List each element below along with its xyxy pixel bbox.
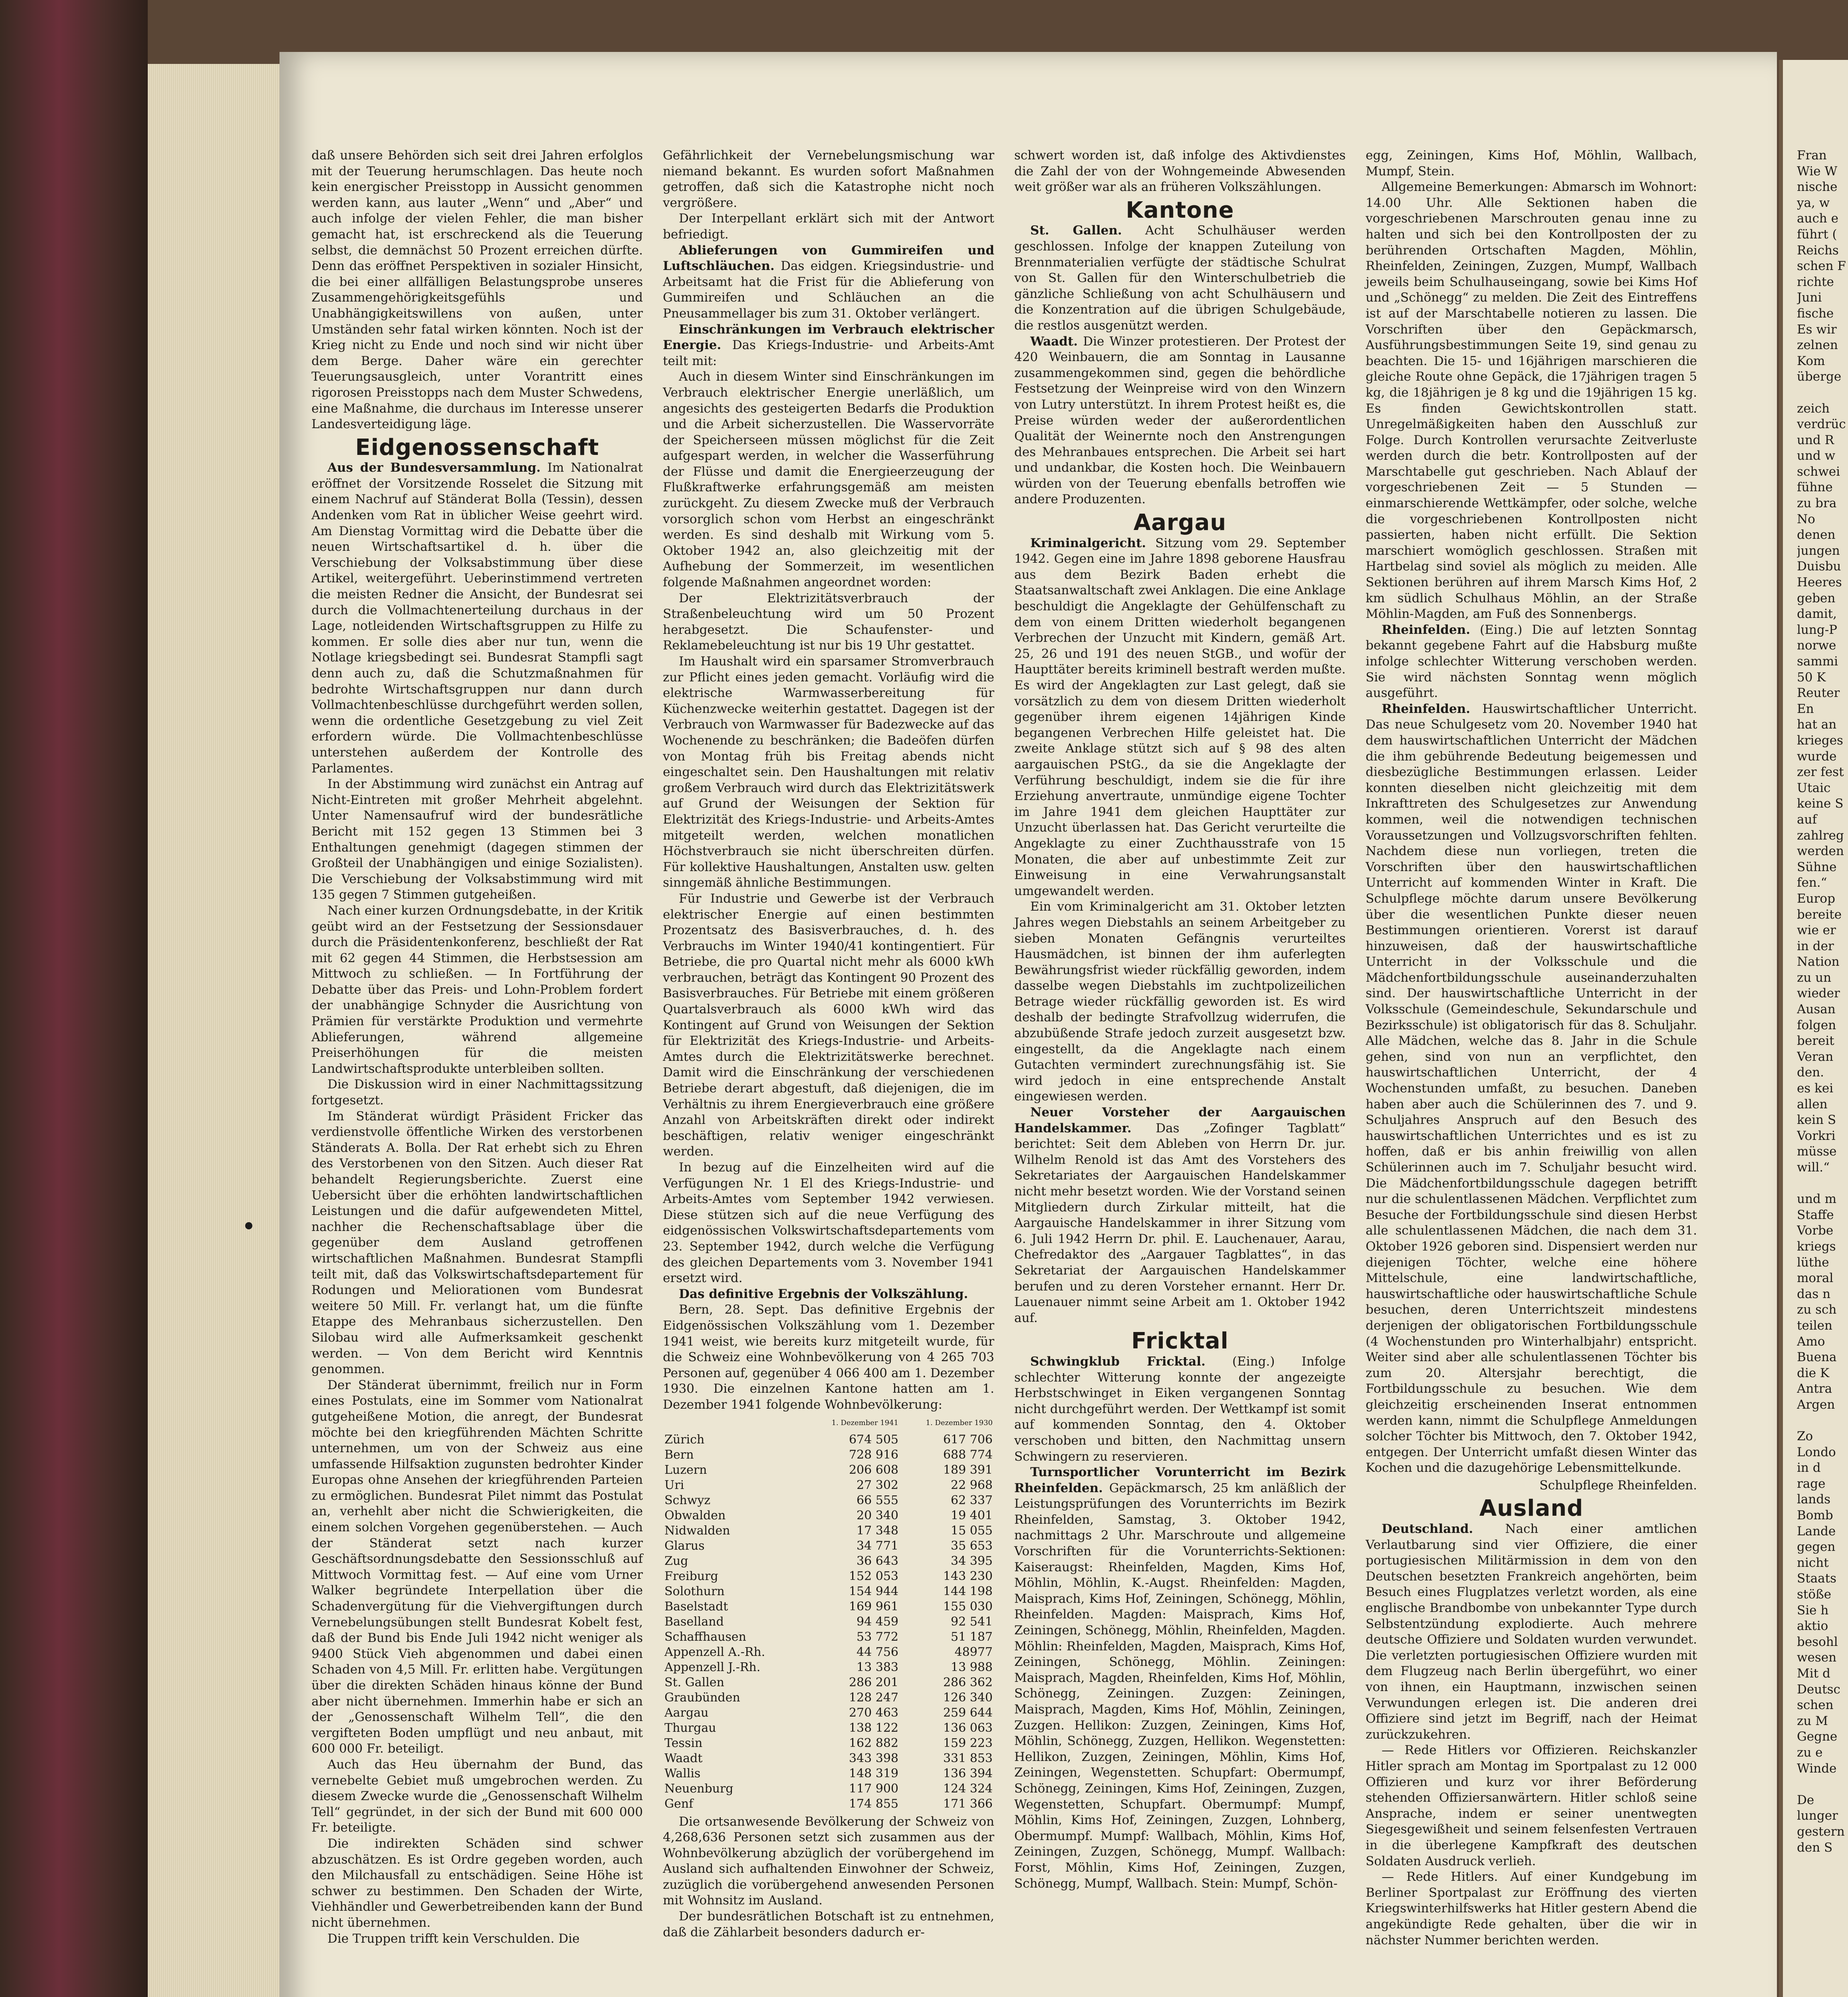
canton-name-cell: Baselstadt	[664, 1599, 728, 1614]
article-text	[663, 1286, 994, 1302]
fragment-line: werden	[1797, 844, 1844, 859]
population-cell: 728 916	[849, 1447, 899, 1462]
fragment-line: zeich	[1797, 401, 1830, 416]
canton-name-cell: Zug	[664, 1554, 688, 1568]
article-subhead: Schwingklub Fricktal.	[1030, 1354, 1206, 1369]
table-row	[663, 1630, 994, 1645]
population-cell: 62 337	[951, 1493, 993, 1507]
table-row	[663, 1797, 994, 1812]
fragment-line: Sie h	[1797, 1603, 1829, 1618]
population-cell: 286 362	[943, 1675, 993, 1689]
fragment-line	[1797, 385, 1848, 401]
article-signature: Schulpflege Rheinfelden.	[1539, 1478, 1697, 1493]
table-row	[663, 1599, 994, 1614]
article-text: Auch das Heu übernahm der Bund, das vernebelte Gebiet muß umgebrochen werden. Zu diesem Zwecke wurde die „Genossenschaft Wilhelm Tell“ gegründet, in der sich der Bund mit 600 000 Fr. beteiligte.	[311, 1757, 643, 1835]
fragment-line: No	[1797, 512, 1815, 526]
table-row	[663, 1705, 994, 1721]
section-headline-fricktal: Fricktal	[1131, 1328, 1229, 1354]
fragment-line: schen F	[1797, 259, 1846, 274]
fragment-line: wesen	[1797, 1650, 1837, 1665]
article-subhead: Rheinfelden.	[1382, 622, 1470, 637]
fragment-line: wieder	[1797, 986, 1840, 1001]
article-text: In bezug auf die Einzelheiten wird auf die Verfügungen Nr. 1 El des Kriegs-Industrie- und Arbeits-Amtes vom September 1942 verwiesen. Diese stützen sich auf die neue Verfügung des eidgenössischen Volkswirtschaftsdepartements vom 23. September 1942, durch welche die Verfügung des gleichen Departements vom 3. November 1941 ersetzt wird.	[663, 1160, 994, 1286]
population-cell: 34 771	[857, 1538, 899, 1553]
fragment-line: nicht	[1797, 1555, 1829, 1570]
fragment-line: moral	[1797, 1271, 1834, 1286]
fragment-line: bereit	[1797, 1034, 1834, 1048]
canton-name-cell: Appenzell A.-Rh.	[664, 1645, 765, 1659]
fragment-line: Juni	[1797, 290, 1822, 305]
fragment-line: Argen	[1797, 1397, 1835, 1412]
fragment-line: zer fest	[1797, 765, 1844, 780]
book-binding	[0, 0, 148, 1997]
article-text: Auch in diesem Winter sind Einschränkungen im Verbrauch elektrischer Energie unerläßlich, um angesichts des gesteigerten Bedarfs die Produktion und die Arbeit sicherzustellen. Die Wasservorräte der Speicherseen müssen möglichst für die Zeit aufgespart werden, in welcher die Wasserführung der Flüsse und damit die Energieerzeugung der Flußkraftwerke erfahrungsgemäß am meisten zurückgeht. Zu diesem Zwecke muß der Verbrauch vorsorglich schon vom Herbst an eingeschränkt werden. Es sind deshalb mit Wirkung vom 5. Oktober 1942 an, also gleichzeitig mit der Aufhebung der Sommerzeit, im wesentlichen folgende Maßnahmen angeordnet worden:	[663, 369, 994, 590]
fragment-line: will.“	[1797, 1160, 1830, 1175]
article-text: Nach einer kurzen Ordnungsdebatte, in der Kritik geübt wird an der Festsetzung der Sessionsdauer durch die Präsidentenkonferenz, beschließt der Rat mit 62 gegen 44 Stimmen, die Herbstsession am Mittwoch zu schließen. — In Fortführung der Debatte über das Preis- und Lohn-Problem fordert der unabhängige Schnyder die Ausrichtung von Prämien für verstärkte Produktion und vermehrte Ablieferungen, während allgemeine Preiserhöhungen für die meisten Landwirtschaftsprodukte unterbleiben sollten.	[311, 903, 643, 1076]
article-text: Ein vom Kriminalgericht am 31. Oktober letzten Jahres wegen Diebstahls an seinem Arbeitgeber zu sieben Monaten Gefängnis verurteiltes Hausmädchen, ist binnen der ihm auferlegten Bewährungsfrist wieder rückfällig geworden, indem dasselbe wegen Diebstahls im zuchtpolizeilichen Betrage wieder rückfällig geworden ist. Es wird deshalb der bedingte Strafvollzug widerrufen, die abzubüßende Strafe jedoch zurzeit ausgesetzt bzw. eingestellt, da die Angeklagte nach einem Gutachten vermindert zurechnungsfähig ist. Sie wird jedoch in eine entsprechende Anstalt eingewiesen werden.	[1014, 899, 1346, 1104]
fragment-line: bereite	[1797, 907, 1842, 922]
table-row	[663, 1660, 994, 1675]
fragment-line: Sühne	[1797, 860, 1837, 874]
article-subhead: Aus der Bundesversammlung.	[327, 461, 541, 475]
population-cell: 13 383	[857, 1660, 899, 1674]
population-cell: 148 319	[849, 1766, 899, 1781]
population-cell: 343 398	[849, 1751, 899, 1765]
population-cell: 53 772	[857, 1630, 899, 1644]
fragment-line: den.	[1797, 1065, 1824, 1080]
section-headline-kantone: Kantone	[1126, 197, 1234, 223]
article-text: Die ortsanwesende Bevölkerung der Schweiz von 4,268,636 Personen setzt sich zusammen aus der Wohnbevölkerung abzüglich der vorübergehend im Ausland sich aufhaltenden Einwohner der Schweiz, zuzüglich die vorübergehend anwesenden Personen mit Wohnsitz im Ausland.	[663, 1814, 994, 1908]
table-row	[663, 1675, 994, 1690]
population-cell: 34 395	[951, 1554, 993, 1568]
article-subhead: Kriminalgericht.	[1030, 536, 1146, 550]
population-cell: 94 459	[857, 1614, 899, 1629]
population-cell: 35 653	[951, 1538, 993, 1553]
population-cell: 15 055	[951, 1523, 993, 1538]
fragment-line: überge	[1797, 369, 1842, 384]
article-text: Gefährlichkeit der Vernebelungsmischung war niemand bekannt. Es wurden sofort Maßnahmen getroffen, daß sich die Katastrophe nicht noch vergrößere.	[663, 148, 994, 210]
canton-name-cell: St. Gallen	[664, 1675, 724, 1689]
population-cell: 174 855	[849, 1797, 899, 1811]
article-text: egg, Zeiningen, Kims Hof, Möhlin, Wallbach, Mumpf, Stein.	[1366, 148, 1697, 179]
article-text: St. Gallen. Acht Schulhäuser werden geschlossen. Infolge der knappen Zuteilung von Brennmaterialien verfügte der städtische Schulrat von St. Gallen für den Winterschulbetrieb die gänzliche Schließung von acht Schulhäusern und die Konzentration auf die übrigen Schulgebäude, die restlos ausgenützt werden.	[1014, 223, 1346, 333]
fragment-line: Buena	[1797, 1350, 1837, 1365]
canton-name-cell: Waadt	[664, 1751, 703, 1765]
fragment-line: gegen	[1797, 1540, 1836, 1554]
fragment-line: Winde	[1797, 1761, 1837, 1776]
article-text: Die Truppen trifft kein Verschulden. Die	[327, 1931, 580, 1946]
article-subhead: Waadt.	[1030, 334, 1078, 349]
fragment-line: norwe	[1797, 638, 1836, 653]
canton-name-cell: Schaffhausen	[664, 1630, 746, 1644]
article-subhead: Rheinfelden.	[1382, 701, 1470, 716]
table-row	[663, 1781, 994, 1797]
population-cell: 19 401	[951, 1508, 993, 1523]
fragment-line: Mit d	[1797, 1666, 1830, 1681]
fragment-line: Nation	[1797, 955, 1840, 969]
population-cell: 154 944	[849, 1584, 899, 1598]
population-cell: 171 366	[943, 1797, 993, 1811]
population-cell: 159 223	[943, 1736, 993, 1750]
population-cell: 126 340	[943, 1690, 993, 1705]
fragment-line	[1797, 1413, 1848, 1429]
fragment-line: Ausan	[1797, 1002, 1836, 1017]
article-subhead: St. Gallen.	[1030, 223, 1122, 238]
fragment-line: zu sch	[1797, 1302, 1837, 1317]
canton-name-cell: Genf	[664, 1797, 694, 1811]
population-cell: 152 053	[849, 1569, 899, 1583]
fragment-line: Vorkri	[1797, 1128, 1836, 1143]
canton-name-cell: Zürich	[664, 1432, 705, 1447]
population-cell: 22 968	[951, 1478, 993, 1492]
population-cell: 66 555	[857, 1493, 899, 1507]
fragment-line: Reuter	[1797, 686, 1840, 701]
fragment-line: wurde	[1797, 749, 1837, 764]
population-cell: 117 900	[849, 1781, 899, 1796]
canton-name-cell: Graubünden	[664, 1690, 740, 1705]
population-cell: 124 324	[943, 1781, 993, 1796]
population-cell: 44 756	[857, 1645, 899, 1659]
fragment-line: die K	[1797, 1366, 1830, 1380]
canton-name-cell: Neuenburg	[664, 1781, 734, 1796]
table-row	[663, 1463, 994, 1478]
fragment-line: geben	[1797, 591, 1836, 605]
population-cell: 36 643	[857, 1554, 899, 1568]
binding-hole	[245, 1222, 252, 1229]
column-3	[1014, 148, 1346, 1892]
population-cell: 162 882	[849, 1736, 899, 1750]
canton-name-cell: Nidwalden	[664, 1523, 730, 1538]
fragment-line: Londo	[1797, 1445, 1836, 1459]
fragment-line: schen	[1797, 1698, 1834, 1713]
fragment-line: Europ	[1797, 891, 1835, 906]
table-body	[663, 1432, 994, 1812]
article-text: Schwingklub Fricktal. (Eing.) Infolge schlechter Witterung konnte der angezeigte Herbstschwinget in Eiken vergangenen Sonntag nicht durchgeführt werden. Der Wettkampf ist somit auf kommenden Sonntag, den 4. Oktober verschoben und bitten, den Nachmittag unsern Schwingern zu reservieren.	[1014, 1354, 1346, 1464]
fragment-line: zu M	[1797, 1713, 1828, 1728]
canton-name-cell: Obwalden	[664, 1508, 726, 1523]
article-text: Bern, 28. Sept. Das definitive Ergebnis der Eidgenössischen Volkszählung vom 1. Dezember 1941 weist, wie bereits kurz mitgeteilt wurde, für die Schweiz eine Wohnbevölkerung von 4 265 703 Personen auf, gegenüber 4 066 400 am 1. Dezember 1930. Die einzelnen Kantone hatten am 1. Dezember 1941 folgende Wohnbevölkerung:	[663, 1302, 994, 1412]
fragment-line: in d	[1797, 1461, 1821, 1475]
fragment-line: keine S	[1797, 796, 1844, 811]
article-subhead: Das definitive Ergebnis der Volkszählung.	[679, 1286, 968, 1301]
table-row	[663, 1584, 994, 1599]
population-cell: 674 505	[849, 1432, 899, 1447]
fragment-line: Reichs	[1797, 243, 1839, 258]
fragment-line: Heeres	[1797, 575, 1842, 590]
fragment-line: denen	[1797, 528, 1836, 542]
article-text: — Rede Hitlers vor Offizieren. Reichskanzler Hitler sprach am Montag im Sportpalast zu 12 000 Offizieren und kurz vor ihrer Beförderung stehenden Offiziersanwärtern. Hitler schloß seine Ansprache, indem er seiner unentwegten Siegesgewißheit und seinem felsenfesten Vertrauen in die überlegene Kampfkraft des deutschen Soldaten Ausdruck verlieh.	[1366, 1743, 1697, 1868]
fragment-line: und m	[1797, 1192, 1837, 1207]
cutoff-column-fragment	[1797, 148, 1848, 1856]
article-text: Einschränkungen im Verbrauch elektrischer Energie. Das Kriegs-Industrie- und Arbeits-Amt teilt mit:	[663, 322, 994, 368]
canton-name-cell: Wallis	[664, 1766, 701, 1781]
table-row	[663, 1554, 994, 1569]
population-cell: 688 774	[943, 1447, 993, 1462]
table-row	[663, 1690, 994, 1705]
fragment-line: zelnen	[1797, 338, 1838, 353]
fragment-line: fen.“	[1797, 875, 1827, 890]
population-cell: 128 247	[849, 1690, 899, 1705]
fragment-line: lüthe	[1797, 1255, 1829, 1270]
fragment-line: und R	[1797, 433, 1834, 447]
fragment-line: führt (	[1797, 227, 1837, 242]
fragment-line: stöße	[1797, 1587, 1832, 1602]
fragment-line: zu e	[1797, 1745, 1823, 1760]
article-text: Der Elektrizitätsverbrauch der Straßenbeleuchtung wird um 50 Prozent herabgesetzt. Die Schaufenster- und Reklamebeleuchtung ist nur bis 19 Uhr gestattet.	[663, 591, 994, 653]
fragment-line: verdrüc	[1797, 417, 1846, 432]
fragment-line: es kei	[1797, 1081, 1834, 1096]
column-4	[1366, 148, 1697, 1948]
article-text: Im Ständerat würdigt Präsident Fricker das verdienstvolle öffentliche Wirken des verstorbenen Ständerats A. Bolla. Der Rat erhebt sich zu Ehren des Verstorbenen von den Sitzen. Auch dieser Rat behandelt Regierungsberichte. Zuerst eine Uebersicht über die erhöhten landwirtschaftlichen Leistungen und die dafür aufgewendeten Mittel, nachher die Rechenschaftsablage über die gegenüber dem Ausland getroffenen wirtschaftlichen Maßnahmen. Bundesrat Stampfli teilt mit, daß das Volkswirtschaftsdepartement für Rodungen und Meliorationen vom Bundesrat weitere 50 Mill. Fr. verlangt hat, um die fünfte Etappe des Mehranbaus sicherzustellen. Den Silobau wird alle Aufmerksamkeit geschenkt werden. — Von dem Bericht wird Kenntnis genommen.	[311, 1109, 643, 1377]
fragment-line: folgen	[1797, 1018, 1836, 1032]
fragment-line: Gegne	[1797, 1729, 1838, 1744]
table-header-row	[663, 1415, 994, 1432]
fragment-line: De	[1797, 1793, 1814, 1807]
canton-name-cell: Uri	[664, 1478, 684, 1492]
canton-name-cell: Aargau	[664, 1705, 709, 1720]
fragment-line: Duisbu	[1797, 559, 1841, 574]
article-text: daß unsere Behörden sich seit drei Jahren erfolglos mit der Teuerung herumschlagen. Das heute noch kein energischer Preisstopp in Aussicht genommen werden kann, aus lauter „Wenn“ und „Aber“ und auch infolge der vielen Fehler, die man bisher gemacht hat, ist erschreckend als die Teuerung selbst, die demnächst 50 Prozent erreichen dürfte. Denn das eröffnet Perspektiven in sozialer Hinsicht, die bei einer allfälligen Belastungsprobe unseres Zusammengehörigkeitsgefühls und Unabhängigkeitswillens von außen, unter Umständen sehr fatal wirken könnten. Noch ist der Krieg nicht zu Ende und noch sind wir nicht über dem Berge. Daher wäre ein gerechter Teuerungsausgleich, unter Vorantritt eines rigorosen Preisstopps nach dem Muster Schwedens, eine Maßnahme, die durchaus im Interesse unserer Landesverteidigung läge.	[311, 148, 643, 432]
population-cell: 144 198	[943, 1584, 993, 1598]
canton-name-cell: Bern	[664, 1447, 694, 1462]
fragment-line: Fran	[1797, 148, 1827, 163]
fragment-line: auch e	[1797, 211, 1838, 226]
article-text: In der Abstimmung wird zunächst ein Antrag auf Nicht-Eintreten mit großer Mehrheit abgelehnt. Unter Namensaufruf wird der bundesrätliche Bericht mit 152 gegen 13 Stimmen bei 3 Enthaltungen genehmigt (dagegen stimmen der Großteil der Unabhängigen und einige Sozialisten). Die Verschiebung der Volksabstimmung wird mit 135 gegen 7 Stimmen gutgeheißen.	[311, 777, 643, 902]
article-text: Der Interpellant erklärt sich mit der Antwort befriedigt.	[663, 211, 994, 242]
fragment-line: Es wir	[1797, 322, 1837, 337]
section-headline-eidgenossenschaft: Eidgenossenschaft	[355, 434, 599, 461]
fragment-line: das n	[1797, 1286, 1831, 1301]
article-subhead: Ablieferungen von Gummireifen und Luftschläuchen.	[663, 243, 994, 274]
fragment-line: lung-P	[1797, 622, 1838, 637]
canton-name-cell: Appenzell J.-Rh.	[664, 1660, 761, 1674]
table-row	[663, 1523, 994, 1538]
table-row	[663, 1614, 994, 1630]
fragment-line: Zo	[1797, 1429, 1813, 1444]
population-cell: 20 340	[857, 1508, 899, 1523]
article-text: Ablieferungen von Gummireifen und Luftschläuchen. Das eidgen. Kriegsindustrie- und Arbeitsamt hat die Frist für die Ablieferung von Gummireifen und Schläuchen an die Pneusammellager bis zum 31. Oktober verlängert.	[663, 243, 995, 321]
fragment-line: zahlreg	[1797, 828, 1844, 843]
population-cell: 48977	[954, 1645, 993, 1659]
fragment-line: Staffe	[1797, 1207, 1834, 1222]
fragment-line: kein S	[1797, 1113, 1836, 1128]
population-cell: 143 230	[943, 1569, 993, 1583]
fragment-line: lands	[1797, 1492, 1831, 1507]
table-row	[663, 1447, 994, 1463]
table-row	[663, 1493, 994, 1508]
fragment-line: Lande	[1797, 1524, 1836, 1538]
population-cell: 136 394	[943, 1766, 993, 1781]
fragment-line	[1797, 1777, 1848, 1793]
article-text: Rheinfelden. (Eing.) Die auf letzten Sonntag bekannt gegebene Fahrt auf die Habsburg mußte infolge schlechter Witterung verschoben werden. Sie wird nächsten Sonntag wenn möglich ausgeführt.	[1366, 622, 1697, 701]
fragment-line: Kom	[1797, 353, 1825, 368]
fragment-line: krieges	[1797, 733, 1843, 748]
table-row	[663, 1736, 994, 1751]
fragment-line: auf	[1797, 812, 1817, 827]
article-text: Kriminalgericht. Sitzung vom 29. September 1942. Gegen eine im Jahre 1898 geborene Hausfrau aus dem Bezirk Baden erhebt die Staatsanwaltschaft zwei Anklagen. Die eine Anklage beschuldigt die Angeklagte der Gehülfenschaft zu dem von einem Dritten wiederholt begangenen Verbrechen der Unzucht mit Kindern, gemäß Art. 25, 26 und 191 des neuen StGB., und wofür der Haupttäter bereits kriminell bestraft werden mußte. Es wird der Angeklagten zur Last gelegt, daß sie vorsätzlich zu dem von diesem Dritten wiederholt gegenüber ihrem eigenen 14jährigen Kinde begangenen Verbrechen Hilfe geleistet hat. Die zweite Anklage stützt sich auf § 98 des alten aargauischen PStG., da sie die Angeklagte der Verführung beschuldigt, indem sie die für ihre Erziehung anvertraute, unmündige eigene Tochter im Jahre 1941 dem gleichen Haupttäter zur Unzucht überlassen hat. Das Gericht verurteilte die Angeklagte zu einer Zuchthausstrafe von 15 Monaten, die aber auf unbestimmte Zeit zur Einweisung in eine Verwahrungsanstalt umgewandelt werden.	[1014, 536, 1346, 898]
article-text: Turnsportlicher Vorunterricht im Bezirk Rheinfelden. Gepäckmarsch, 25 km anläßlich der Leistungsprüfungen des Vorunterrichts im Bezirk Rheinfelden, Samstag, 3. Oktober 1942, nachmittags 2 Uhr. Marschroute und allgemeine Vorschriften für die Vorunterrichts-Sektionen: Kaiseraugst: Rheinfelden, Magden, Kims Hof, Möhlin, Möhlin, K.-Augst. Rheinfelden: Magden, Maisprach, Kims Hof, Zeiningen, Schönegg, Möhlin, Rheinfelden. Magden: Maisprach, Kims Hof, Zeiningen, Schönegg, Möhlin, Rheinfelden, Magden. Möhlin: Rheinfelden, Magden, Maisprach, Kims Hof, Zeiningen, Schönegg, Möhlin. Zeiningen: Maisprach, Magden, Rheinfelden, Kims Hof, Möhlin, Schönegg, Zeiningen. Zuzgen: Zeiningen, Maisprach, Magden, Kims Hof, Möhlin, Zeiningen, Zuzgen. Hellikon: Zuzgen, Zeiningen, Kims Hof, Möhlin, Schönegg, Zuzgen, Hellikon. Wegenstetten: Hellikon, Zuzgen, Zeiningen, Möhlin, Kims Hof, Zeiningen, Wegenstetten. Schupfart: Obermumpf, Schönegg, Zeiningen, Kims Hof, Zeiningen, Zuzgen, Wegenstetten, Schupfart. Obermumpf: Mumpf, Möhlin, Kims Hof, Zeiningen, Zuzgen, Lohnberg, Obermumpf. Mumpf: Wallbach, Möhlin, Kims Hof, Zeiningen, Zuzgen, Schönegg, Mumpf. Wallbach: Forst, Möhlin, Kims Hof, Zeiningen, Zuzgen, Schönegg, Mumpf, Wallbach. Stein: Mumpf, Schön-	[1014, 1465, 1346, 1891]
article-subhead: Deutschland.	[1382, 1522, 1473, 1536]
fragment-line: schwei	[1797, 464, 1840, 479]
fragment-line: müsse	[1797, 1144, 1837, 1159]
population-cell: 286 201	[849, 1675, 899, 1689]
article-text: schwert worden ist, daß infolge des Aktivdienstes die Zahl der von der Wohngemeinde Abwesenden weit größer war als an früheren Volkszählungen.	[1014, 148, 1346, 195]
fragment-line: Vorbe	[1797, 1223, 1834, 1238]
population-cell: 13 988	[951, 1660, 993, 1674]
article-text: Neuer Vorsteher der Aargauischen Handelskammer. Das „Zofinger Tagblatt“ berichtet: Seit dem Ableben von Herrn Dr. jur. Wilhelm Renold ist das Amt des Vorstehers des Sekretariates der Aargauischen Handelskammer nicht mehr besetzt worden. Wie der Vorstand seinen Mitgliedern durch Zirkular mitteilt, hat die Aargauische Handelskammer in ihrer Sitzung vom 6. Juli 1942 Herrn Dr. phil. E. Lauchenauer, Aarau, Chefredaktor des „Aargauer Tagblattes“, in das Sekretariat der Aargauischen Handelskammer berufen und zu deren Vorsteher ernannt. Herr Dr. Lauenauer nimmt seine Arbeit am 1. Oktober 1942 auf.	[1014, 1105, 1346, 1325]
fragment-line: Bomb	[1797, 1508, 1833, 1523]
article-text: Allgemeine Bemerkungen: Abmarsch im Wohnort: 14.00 Uhr. Alle Sektionen haben die vorgeschriebenen Marschrouten genau inne zu halten und sich bei den Kontrollposten der zu berührenden Ortschaften Magden, Möhlin, Rheinfelden, Zeiningen, Zuzgen, Mumpf, Wallbach jeweils beim Schulhauseingang, sowie bei Kims Hof und „Schönegg“ zu melden. Die Zeit des Eintreffens ist auf der Marschtabelle notieren zu lassen. Die Vorschriften über den Gepäckmarsch, Ausführungsbestimmungen Seite 19, sind genau zu beachten. Die 15- und 16jährigen marschieren die gleiche Route ohne Gepäck, die 17jährigen tragen 5 kg, die 18jährigen je 8 kg und die 19jährigen 15 kg. Es finden Gewichtskontrollen statt. Unregelmäßigkeiten haben den Ausschluß zur Folge. Durch Kontrollen verursachte Zeitverluste werden durch die betr. Kontrollposten auf der Marschtabelle gut geschrieben. Nach Ablauf der vorgeschriebenen Zeit — 5 Stunden — einmarschierende Wettkämpfer, oder solche, welche die vorgeschriebenen Kontrollposten nicht passierten, haben nicht erfüllt. Die Sektion marschiert womöglich geschlossen. Straßen mit Hartbelag sind soviel als möglich zu meiden. Alle Sektionen berühren auf ihrem Marsch Kims Hof, 2 km südlich Schulhaus Möhlin, an der Straße Möhlin-Magden, am Fuß des Sonnenbergs.	[1366, 180, 1697, 621]
population-cell: 331 853	[943, 1751, 993, 1765]
table-row	[663, 1751, 994, 1766]
canton-name-cell: Solothurn	[664, 1584, 725, 1598]
article-text: Der Ständerat übernimmt, freilich nur in Form eines Postulats, eine im Sommer vom Nationalrat gutgeheißene Motion, die anregt, der Bundesrat möchte bei den kriegführenden Mächten Schritte unternehmen, um von der Schweiz aus eine umfassende Hilfsaktion zugunsten bedrohter Kinder Europas ohne Ansehen der kriegführenden Parteien zu ermöglichen. Bundesrat Pilet nimmt das Postulat an, verhehlt aber nicht die Schwierigkeiten, die einem solchen Vorgehen gegenüberstehen. — Auch der Ständerat setzt nach kurzer Geschäftsordnungsdebatte den Sessionsschluß auf Mittwoch Vormittag fest. — Auf eine vom Urner Walker begründete Interpellation über die Schadenvergütung für die Viehvergiftungen durch Vernebelungsübungen stellt Bundesrat Kobelt fest, daß der Bund bis Ende Juli 1942 nicht weniger als 9400 Stück Vieh abgenommen und dabei einen Schaden von 4,5 Mill. Fr. erlitten habe. Vergütungen über die direkten Schäden hinaus könne der Bund aber nicht übernehmen. Immerhin habe er sich an der „Genossenschaft Wilhelm Tell“, die den vergifteten Boden umpflügt und neu anbaut, mit 600 000 Fr. beteiligt.	[311, 1378, 643, 1756]
column-1	[311, 148, 643, 1947]
fragment-line: kriegs	[1797, 1239, 1836, 1254]
population-cell: 51 187	[951, 1630, 993, 1644]
fragment-line: En	[1797, 701, 1814, 716]
article-text: Aus der Bundesversammlung. Im Nationalrat eröffnet der Vorsitzende Rosselet die Sitzung mit einem Nachruf auf Ständerat Bolla (Tessin), dessen Andenken vom Rat in üblicher Weise geehrt wird. Am Dienstag Vormittag wird die Debatte über die neuen Wirtschaftsartikel d. h. über die Verschiebung der Volksabstimmung über diese Artikel, weitergeführt. Ueberinstimmend vertreten die meisten Redner die Ansicht, der Bundesrat sei durch die Vollmachtenerteilung durchaus in der Lage, notleidenden Wirtschaftsgruppen zu Hilfe zu kommen. Er solle dies aber nur tun, wenn die Notlage kriegsbedingt sei. Bundesrat Stampfli sagt denn auch zu, daß die Schutzmaßnahmen für bedrohte Wirtschaftsgruppen nur dann durch Vollmachtenbeschlüsse durchgeführt werden sollen, wenn die ordentliche Gesetzgebung zu viel Zeit erfordern würde. Die Vollmachtenbeschlüsse unterstehen außerdem der Kontrolle des Parlamentes.	[311, 461, 643, 776]
fragment-line: nische	[1797, 180, 1838, 195]
table-row	[663, 1766, 994, 1781]
fragment-line: in der	[1797, 939, 1834, 953]
article-text: Waadt. Die Winzer protestieren. Der Protest der 420 Weinbauern, die am Sonntag in Lausanne zusammengekommen sind, gegen die behördliche Festsetzung der Weinpreise wird von den Winzern von Lutry unterstützt. In ihrem Protest heißt es, die Preise würden weder der außerordentlichen Qualität der Weinernte noch den Anstrengungen des Mehranbaues entsprechen. Die Arbeit sei hart und undankbar, die Kosten hoch. Die Weinbauern würden von der Teuerung ebenfalls betroffen wie andere Produzenten.	[1014, 334, 1346, 507]
canton-name-cell: Freiburg	[664, 1569, 718, 1583]
article-text: Deutschland. Nach einer amtlichen Verlautbarung sind vier Offiziere, die einer portugiesischen Militärmission in dem von den Deutschen besetzten Frankreich angehörten, beim Besuch eines Flugplatzes verletzt worden, als eine englische Brandbombe von unbekannter Type durch Selbstentzündung explodierte. Auch mehrere deutsche Offiziere und Soldaten wurden verwundet. Die verletzten portugiesischen Offiziere wurden mit dem Flugzeug nach Berlin übergeführt, wo einer von ihnen, ein Hauptmann, inzwischen seinen Verwundungen erlegen ist. Die anderen drei Offiziere sind jetzt im Begriff, nach der Heimat zurückzukehren.	[1366, 1522, 1697, 1742]
fragment-line: wie er	[1797, 923, 1836, 938]
fragment-line: Veran	[1797, 1049, 1834, 1064]
fragment-line: zu un	[1797, 970, 1832, 985]
table-row	[663, 1645, 994, 1660]
fragment-line: gestern	[1797, 1824, 1845, 1839]
article-text: Für Industrie und Gewerbe ist der Verbrauch elektrischer Energie auf einen bestimmten Prozentsatz des Basisverbrauches, d. h. des Verbrauchs im Winter 1940/41 kontingentiert. Für Betriebe, die pro Quartal nicht mehr als 6000 kWh verbrauchen, beträgt das Kontingent 90 Prozent des Basisverbrauches. Für Betriebe mit einem größeren Quartalsverbrauch als 6000 kWh wird das Kontingent auf Grund von Weisungen der Sektion für Elektrizität des Kriegs-Industrie- und Arbeits-Amtes durch die Elektrizitätswerke berechnet. Damit wird die Einschränkung der verschiedenen Betriebe derart abgestuft, daß diejenigen, die im Verhältnis zu ihrem Energieverbrauch eine größere Anzahl von Arbeitskräften direkt oder indirekt beschäftigen, relativ weniger eingeschränkt werden.	[663, 891, 994, 1159]
table-header-cell	[663, 1415, 806, 1432]
article-text: Der bundesrätlichen Botschaft ist zu entnehmen, daß die Zählarbeit besonders dadurch er-	[663, 1909, 994, 1939]
fragment-line: Staats	[1797, 1571, 1837, 1586]
canton-name-cell: Baselland	[664, 1614, 724, 1629]
table-row	[663, 1432, 994, 1447]
fragment-line: damit,	[1797, 607, 1837, 621]
fragment-line: und w	[1797, 449, 1836, 463]
population-cell: 136 063	[943, 1721, 993, 1735]
article-text: Im Haushalt wird ein sparsamer Stromverbrauch zur Pflicht eines jeden gemacht. Vorläufig wird die elektrische Warmwasserbereitung für Küchenzwecke weiterhin gestattet. Dagegen ist der Verbrauch von Warmwasser für Badezwecke auf das Wochenende zu beschränken; die Badeöfen dürfen von Montag früh bis Freitag abends nicht eingeschaltet sein. Den Haushaltungen mit relativ großem Verbrauch wird durch das Elektrizitätswerk auf Grund der Weisungen der Sektion für Elektrizität des Kriegs-Industrie- und Arbeits-Amtes mitgeteilt werden, welchen monatlichen Höchstverbrauch sie nicht überschreiten dürfen. Für kollektive Haushaltungen, Anstalten usw. gelten sinngemäß ähnliche Bestimmungen.	[663, 654, 994, 890]
column-2	[663, 148, 994, 1940]
fragment-line: zu bra	[1797, 496, 1837, 511]
fragment-line: Antra	[1797, 1382, 1832, 1396]
population-table	[663, 1415, 994, 1812]
population-cell: 259 644	[943, 1705, 993, 1720]
table-header-cell: 1. Dezember 1930	[926, 1418, 993, 1427]
fragment-line: Utaic	[1797, 780, 1831, 795]
fragment-line: teilen	[1797, 1318, 1832, 1333]
table-row	[663, 1538, 994, 1554]
section-headline-ausland: Ausland	[1479, 1495, 1584, 1522]
fragment-line: jungen	[1797, 543, 1840, 558]
fragment-line: 50 K	[1797, 670, 1826, 685]
table-row	[663, 1478, 994, 1493]
article-text: Rheinfelden. Hauswirtschaftlicher Unterricht. Das neue Schulgesetz vom 20. November 1940 hat dem hauswirtschaftlichen Unterricht der Mädchen die ihm gebührende Bedeutung beigemessen und diesbezügliche Bestimmungen erlassen. Leider konnten dieselben nicht gleichzeitig mit dem Inkrafttreten des Schulgesetzes zur Anwendung kommen, weil die notwendigen technischen Voraussetzungen und Vollzugsvorschriften fehlten. Nachdem diese nun vorliegen, treten die Vorschriften über den hauswirtschaftlichen Unterricht auf kommenden Winter in Kraft. Die Schulpflege möchte darum unsere Bevölkerung über die wesentlichen Punkte dieser neuen Bestimmungen orientieren. Vorerst ist darauf hinzuweisen, daß der hauswirtschaftliche Unterricht in der Volksschule und die Mädchenfortbildungsschule auseinanderzuhalten sind. Der hauswirtschaftliche Unterricht in der Volksschule (Gemeindeschule, Sekundarschule und Bezirksschule) ist obligatorisch für das 8. Schuljahr. Alle Mädchen, welche das 8. Jahr in die Schule gehen, sind von nun an verpflichtet, den hauswirtschaftlichen Unterricht, der 4 Wochenstunden umfaßt, zu besuchen. Daneben haben aber auch die Schülerinnen des 7. und 9. Schuljahres Anspruch auf den Besuch des hauswirtschaftlichen Unterrichtes und es ist zu hoffen, daß er bis anhin freiwillig von allen Schülerinnen auch im 7. Schuljahr besucht wird. Die Mädchenfortbildungsschule dagegen betrifft nur die schulentlassenen Mädchen. Verpflichtet zum Besuche der Fortbildungsschule sind diesen Herbst alle schulentlassenen Mädchen, die nach dem 31. Oktober 1926 geboren sind. Dispensiert werden nur diejenigen Töchter, welche eine höhere Mittelschule, eine landwirtschaftliche, hauswirtschaftliche oder hauswirtschaftliche Schule besuchen, deren Unterrichtszeit mindestens derjenigen der obligatorischen Fortbildungsschule (4 Wochenstunden pro Winterhalbjahr) entspricht. Weiter sind aber alle schulentlassenen Töchter bis zum 20. Altersjahr berechtigt, die Fortbildungsschule zu besuchen. Wie dem gleichzeitig erscheinenden Inserat entnommen werden kann, nimmt die Schulpflege Anmeldungen solcher Töchter bis Mittwoch, den 7. Oktober 1942, entgegen. Der Unterricht umfaßt diesen Winter das Kochen und die dazugehörige Lebensmittelkunde.	[1366, 701, 1697, 1475]
fragment-line: sammi	[1797, 654, 1838, 669]
population-cell: 206 608	[849, 1463, 899, 1477]
article-subhead: Neuer Vorsteher der Aargauischen Handelskammer.	[1014, 1105, 1346, 1135]
canton-name-cell: Luzern	[664, 1463, 707, 1477]
population-cell: 27 302	[857, 1478, 899, 1492]
table-row	[663, 1569, 994, 1584]
fragment-line: lunger	[1797, 1808, 1838, 1823]
canton-name-cell: Tessin	[664, 1736, 703, 1750]
population-cell: 138 122	[849, 1721, 899, 1735]
fragment-line: fühne	[1797, 480, 1833, 495]
fragment-line: den S	[1797, 1840, 1833, 1855]
section-headline-aargau: Aargau	[1133, 510, 1227, 536]
fragment-line: hat an	[1797, 717, 1837, 732]
canton-name-cell: Schwyz	[664, 1493, 711, 1507]
canton-name-cell: Glarus	[664, 1538, 705, 1553]
fragment-line: ya, w	[1797, 195, 1830, 210]
population-cell: 169 961	[849, 1599, 899, 1614]
fragment-line: aktio	[1797, 1619, 1828, 1634]
canton-name-cell: Thurgau	[664, 1721, 716, 1735]
fragment-line: richte	[1797, 274, 1834, 289]
table-header-cell: 1. Dezember 1941	[831, 1418, 899, 1427]
table-row	[663, 1508, 994, 1523]
article-text: — Rede Hitlers. Auf einer Kundgebung im Berliner Sportpalast zur Eröffnung des vierten Kriegswinterhilfswerks hat Hitler gestern Abend die angekündigte Rede gehalten, über die wir in nächster Nummer berichten werden.	[1366, 1870, 1697, 1947]
population-cell: 92 541	[951, 1614, 993, 1629]
article-subhead: Turnsportlicher Vorunterricht im Bezirk Rheinfelden.	[1014, 1465, 1346, 1495]
fragment-line: Deutsc	[1797, 1682, 1840, 1697]
fragment-line: Wie W	[1797, 164, 1838, 179]
population-cell: 155 030	[943, 1599, 993, 1614]
table-row	[663, 1721, 994, 1736]
article-text: Die Diskussion wird in einer Nachmittagssitzung fortgesetzt.	[311, 1077, 643, 1108]
population-cell: 617 706	[943, 1432, 993, 1447]
fragment-line: Amo	[1797, 1334, 1825, 1349]
fragment-line: fische	[1797, 306, 1834, 321]
article-subhead: Einschränkungen im Verbrauch elektrischer Energie.	[663, 322, 994, 353]
population-cell: 189 391	[943, 1463, 993, 1477]
fragment-line: rage	[1797, 1476, 1826, 1491]
fragment-line: besohl	[1797, 1634, 1838, 1649]
population-cell: 270 463	[849, 1705, 899, 1720]
population-cell: 17 348	[857, 1523, 899, 1538]
article-text: Die indirekten Schäden sind schwer abzuschätzen. Es ist Ordre gegeben worden, auch den Milchausfall zu entschädigen. Seine Höhe ist schwer zu bestimmen. Den Schaden der Wirte, Viehhändler und Gewerbetreibenden kann der Bund nicht übernehmen.	[311, 1836, 643, 1930]
fragment-line: allen	[1797, 1097, 1828, 1112]
fragment-line	[1797, 1176, 1848, 1192]
